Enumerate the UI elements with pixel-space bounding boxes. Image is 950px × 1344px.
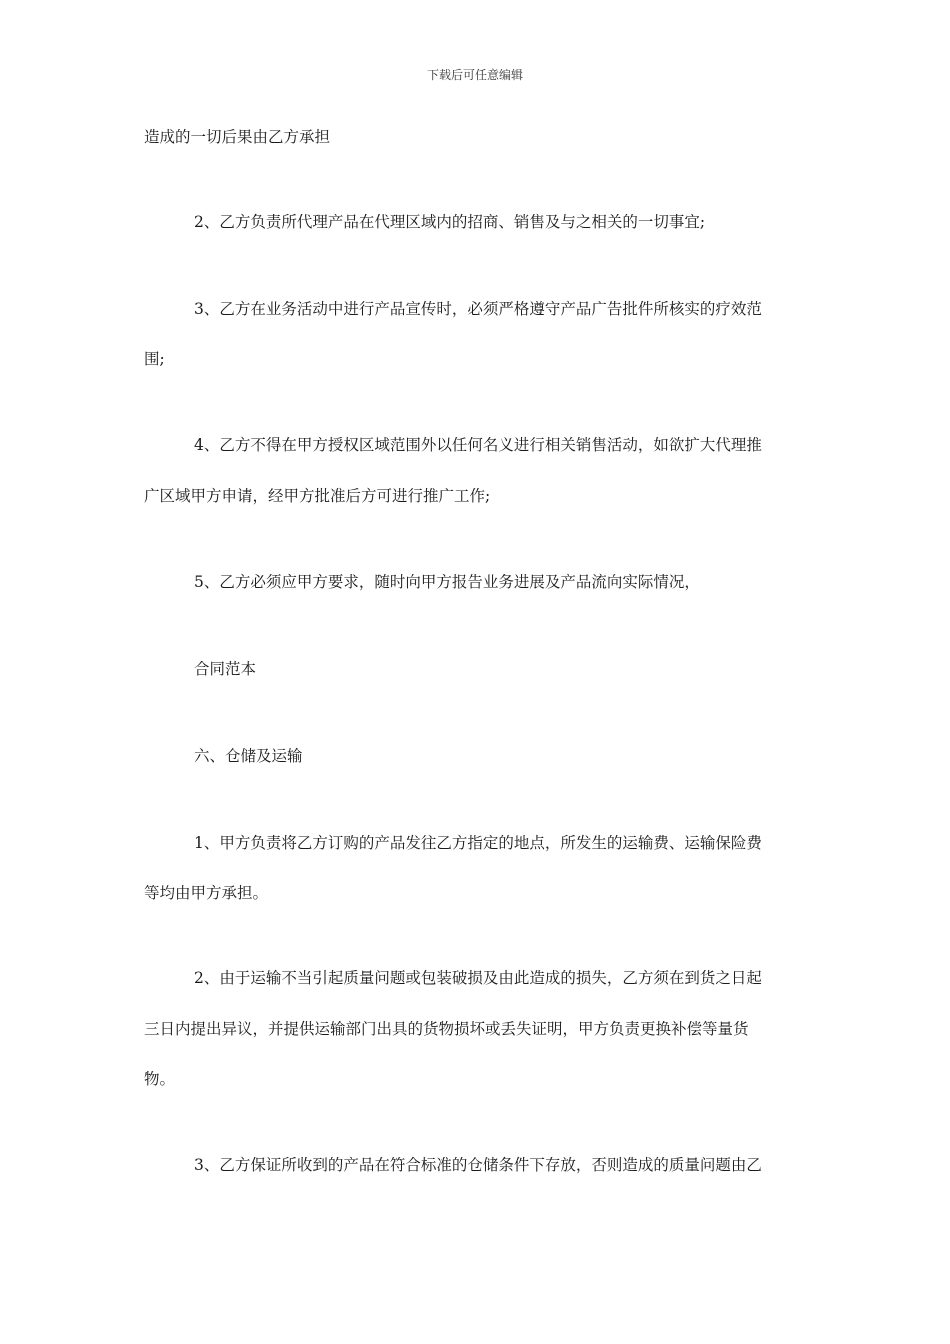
text-line: 5、乙方必须应甲方要求，随时向甲方报告业务进展及产品流向实际情况， [194, 573, 700, 591]
text-line: 2、由于运输不当引起质量问题或包装破损及由此造成的损失，乙方须在到货之日起 [194, 969, 762, 987]
text-line: 2、乙方负责所代理产品在代理区域内的招商、销售及与之相关的一切事宜; [194, 213, 706, 231]
header-note: 下载后可任意编辑 [426, 68, 523, 82]
text-line: 三日内提出异议，并提供运输部门出具的货物损坏或丢失证明，甲方负责更换补偿等量货 [144, 1020, 749, 1038]
text-line: 4、乙方不得在甲方授权区域范围外以任何名义进行相关销售活动，如欲扩大代理推 [194, 436, 762, 454]
text-line: 合同范本 [194, 660, 257, 678]
text-line: 1、甲方负责将乙方订购的产品发往乙方指定的地点，所发生的运输费、运输保险费 [194, 834, 762, 852]
section-heading: 六、仓储及运输 [194, 747, 303, 765]
text-line: 物。 [144, 1070, 176, 1088]
text-line: 围; [144, 350, 165, 368]
text-line: 造成的一切后果由乙方承担 [144, 128, 331, 146]
text-line: 广区域甲方申请，经甲方批准后方可进行推广工作; [144, 487, 491, 505]
text-line: 等均由甲方承担。 [144, 884, 269, 902]
text-line: 3、乙方保证所收到的产品在符合标准的仓储条件下存放，否则造成的质量问题由乙 [194, 1156, 762, 1174]
text-line: 3、乙方在业务活动中进行产品宣传时，必须严格遵守产品广告批件所核实的疗效范 [194, 300, 762, 318]
